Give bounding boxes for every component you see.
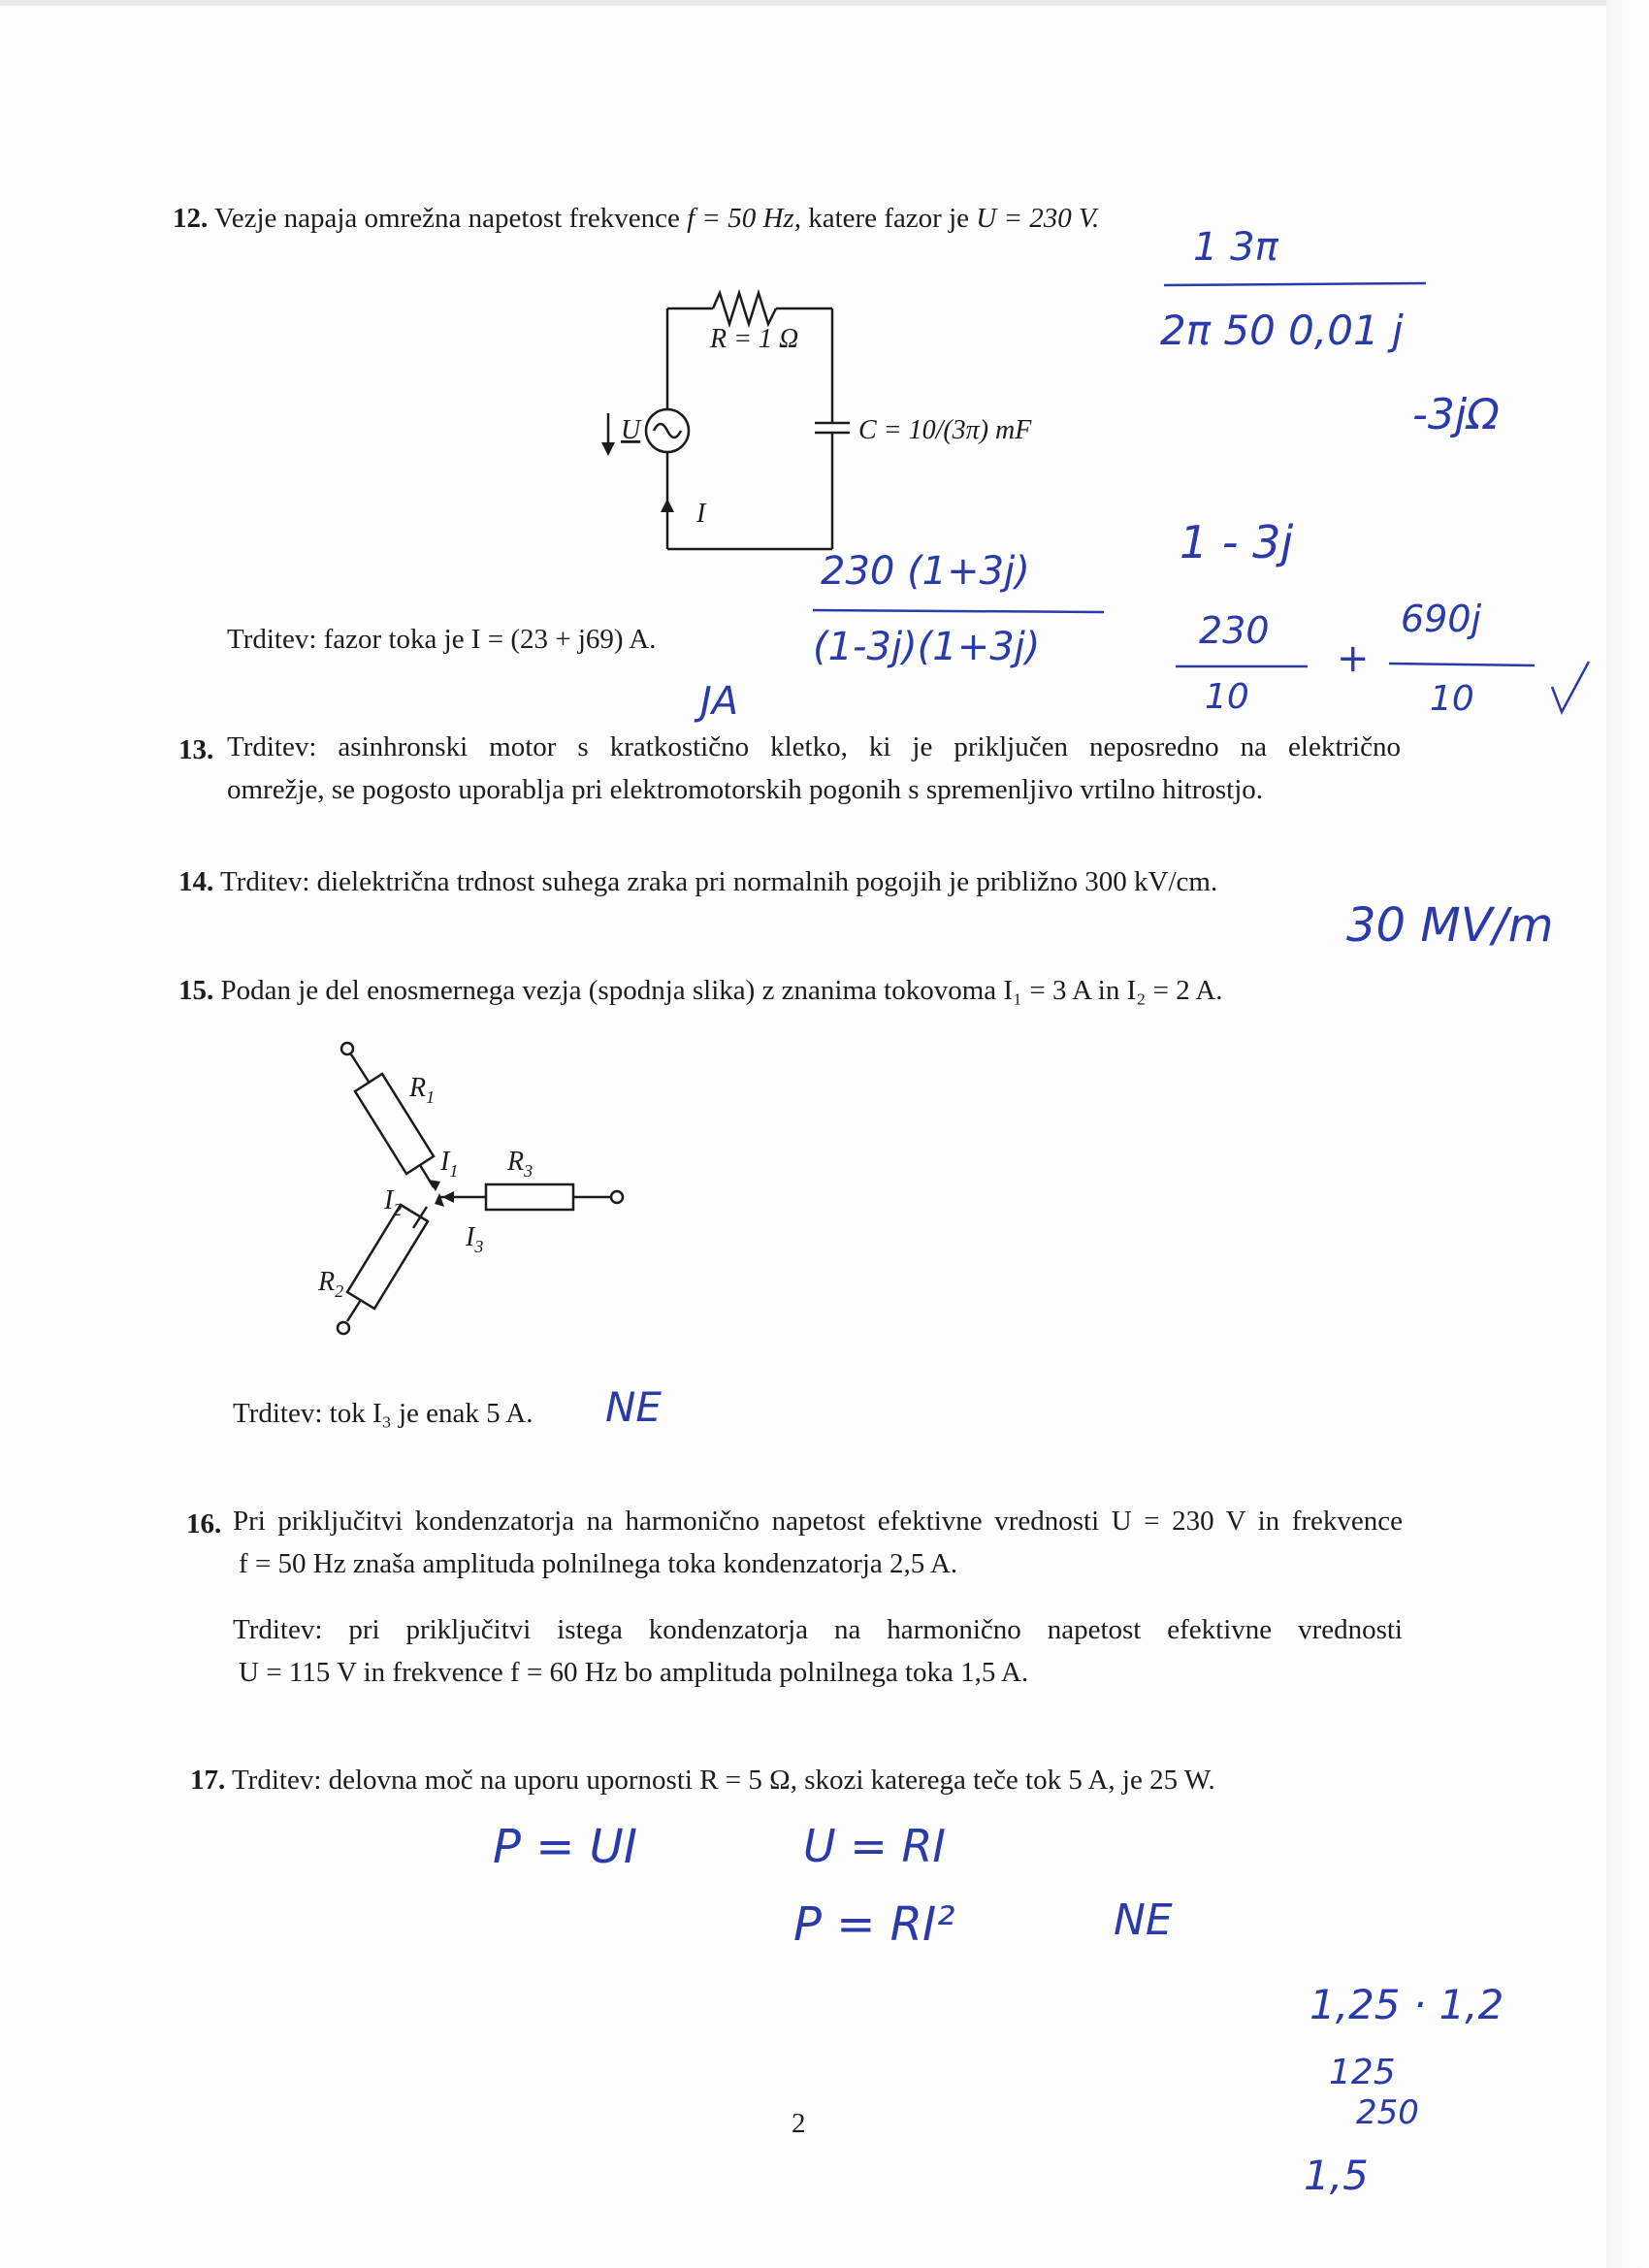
hw-q12-230: 230 <box>1199 609 1270 652</box>
hw-q12-denominator: (1-3j)(1+3j) <box>813 625 1041 669</box>
q12-claim: Trditev: fazor toka je I = (23 + j69) A. <box>227 624 657 655</box>
q15-i2-sub: 2 <box>393 1200 403 1219</box>
hw-q12-numerator: 230 (1+3j) <box>821 549 1030 594</box>
q15-r2-label: R <box>318 1267 336 1297</box>
q14-number: 14. <box>178 866 214 897</box>
q15-star-circuit-figure <box>310 1028 660 1377</box>
q16-line1: Pri priključitvi kondenzatorja na harmonično napetost efektivne vrednosti U = 230 V in frekvence <box>233 1506 1403 1537</box>
q15-number: 15. <box>178 975 214 1006</box>
q14-line <box>178 865 1217 899</box>
svg-text:I1 <box>439 1147 458 1181</box>
q12-text-part2: katere fazor je <box>800 203 977 234</box>
hw-q17-ne: NE <box>1114 1895 1173 1945</box>
q17-line <box>190 1764 1215 1798</box>
svg-text:R1 <box>408 1073 435 1107</box>
q15-text: Podan je del enosmernega vezja (spodnja slika) z znanima tokovoma I₁ = 3 A in I₂ = 2 A. <box>220 975 1223 1006</box>
hw-q12-690j: 690j <box>1401 598 1482 640</box>
q16-number: 16. <box>186 1508 222 1539</box>
q15-i2-label: I <box>384 1185 394 1215</box>
q15-i3-label: I <box>466 1222 475 1252</box>
hw-q12-ja: JA <box>700 679 739 724</box>
hw-q14-note: 30 MV/m <box>1346 898 1554 953</box>
q15-r3-label: R <box>507 1147 525 1177</box>
hw-q12-10b: 10 <box>1430 679 1474 719</box>
svg-text:R3 <box>506 1147 533 1181</box>
hw-fraction-bar-3 <box>1176 664 1321 671</box>
hw-q12-impedance: -3jΩ <box>1412 390 1500 439</box>
hw-margin-calc2: 125 <box>1329 2053 1396 2092</box>
q14-text: Trditev: dielektrična trdnost suhega zraka pri normalnih pogojih je približno 300 kV/cm. <box>219 866 1218 897</box>
hw-q17-u-ri: U = RI <box>803 1820 946 1872</box>
q15-line <box>178 974 1223 1008</box>
q15-r1-sub: 1 <box>426 1087 436 1107</box>
q15-r3-sub: 3 <box>524 1161 534 1181</box>
q17-text: Trditev: delovna moč na uporu upornosti R = 5 Ω, skozi katerega teče tok 5 A, je 25 W. <box>231 1765 1215 1796</box>
q12-f-value: f = 50 Hz, <box>687 203 801 234</box>
hw-fraction-bar-4-check <box>1389 660 1602 728</box>
svg-text:I2 <box>383 1185 402 1219</box>
hw-fraction-bar-1 <box>1164 281 1455 291</box>
q15-claim: Trditev: tok I₃ je enak 5 A. <box>233 1398 534 1429</box>
hw-margin-calc1: 1,25 · 1,2 <box>1310 1981 1504 2028</box>
page-number: 2 <box>792 2108 806 2139</box>
q17-number: 17. <box>190 1765 226 1796</box>
hw-q12-plus: + <box>1337 636 1370 681</box>
q12-capacitor-label: C = 10/(3π) mF <box>858 415 1032 445</box>
hw-q17-p-ui: P = UI <box>493 1820 637 1874</box>
q15-i1-label: I <box>440 1147 450 1177</box>
q16-claim-line1: Trditev: pri priključitvi istega kondenzatorja na harmonično napetost efektivne vrednosti <box>233 1614 1403 1645</box>
q12-resistor-label: R = 1 Ω <box>710 324 799 354</box>
q15-r2-sub: 2 <box>335 1281 344 1301</box>
q16-line2: f = 50 Hz znaša amplituda polnilnega toka kondenzatorja 2,5 A. <box>239 1548 958 1579</box>
q13-number: 13. <box>178 734 214 765</box>
q13-line1: Trditev: asinhronski motor s kratkostično kletko, ki je priključen neposredno na električno <box>227 731 1401 762</box>
hw-fraction-bar-2 <box>813 607 1123 617</box>
q12-number: 12. <box>173 203 209 234</box>
q12-current-label: I <box>696 499 706 529</box>
q12-text-part1: Vezje napaja omrežna napetost frekvence <box>213 203 688 234</box>
hw-q12-fraction-top: 1 3π <box>1193 225 1278 270</box>
scan-edge-right <box>1606 0 1649 2268</box>
q15-r1-label: R <box>409 1073 427 1103</box>
hw-q12-fraction-bottom: 2π 50 0,01 j <box>1160 307 1404 354</box>
q16-text <box>233 1500 1403 1585</box>
hw-margin-calc4: 1,5 <box>1304 2152 1369 2199</box>
hw-q17-p-ri2: P = RI² <box>793 1897 955 1952</box>
q13-line2: omrežje, se pogosto uporablja pri elektromotorskih pogonih s spremenljivo vrtilno hitrostjo. <box>227 774 1264 805</box>
q12-line <box>173 202 1099 236</box>
q15-i3-sub: 3 <box>474 1237 484 1256</box>
q12-circuit-diagram <box>582 281 1048 572</box>
hw-q12-one-minus-3j: 1 - 3j <box>1180 516 1294 568</box>
svg-text:R2 <box>317 1267 343 1301</box>
q16-claim <box>233 1608 1403 1694</box>
q15-i1-sub: 1 <box>449 1161 459 1181</box>
svg-text:I3 <box>465 1222 483 1256</box>
scan-edge-top <box>0 0 1649 6</box>
q16-claim-line2: U = 115 V in frekvence f = 60 Hz bo amplituda polnilnega toka 1,5 A. <box>239 1657 1029 1688</box>
hw-q12-10a: 10 <box>1205 677 1249 717</box>
q12-source-label: U <box>621 415 641 445</box>
q12-u-value: U = 230 V. <box>976 203 1100 234</box>
hw-q15-ne: NE <box>605 1383 662 1431</box>
hw-margin-calc3: 250 <box>1356 2093 1419 2132</box>
q13-text <box>227 726 1401 811</box>
